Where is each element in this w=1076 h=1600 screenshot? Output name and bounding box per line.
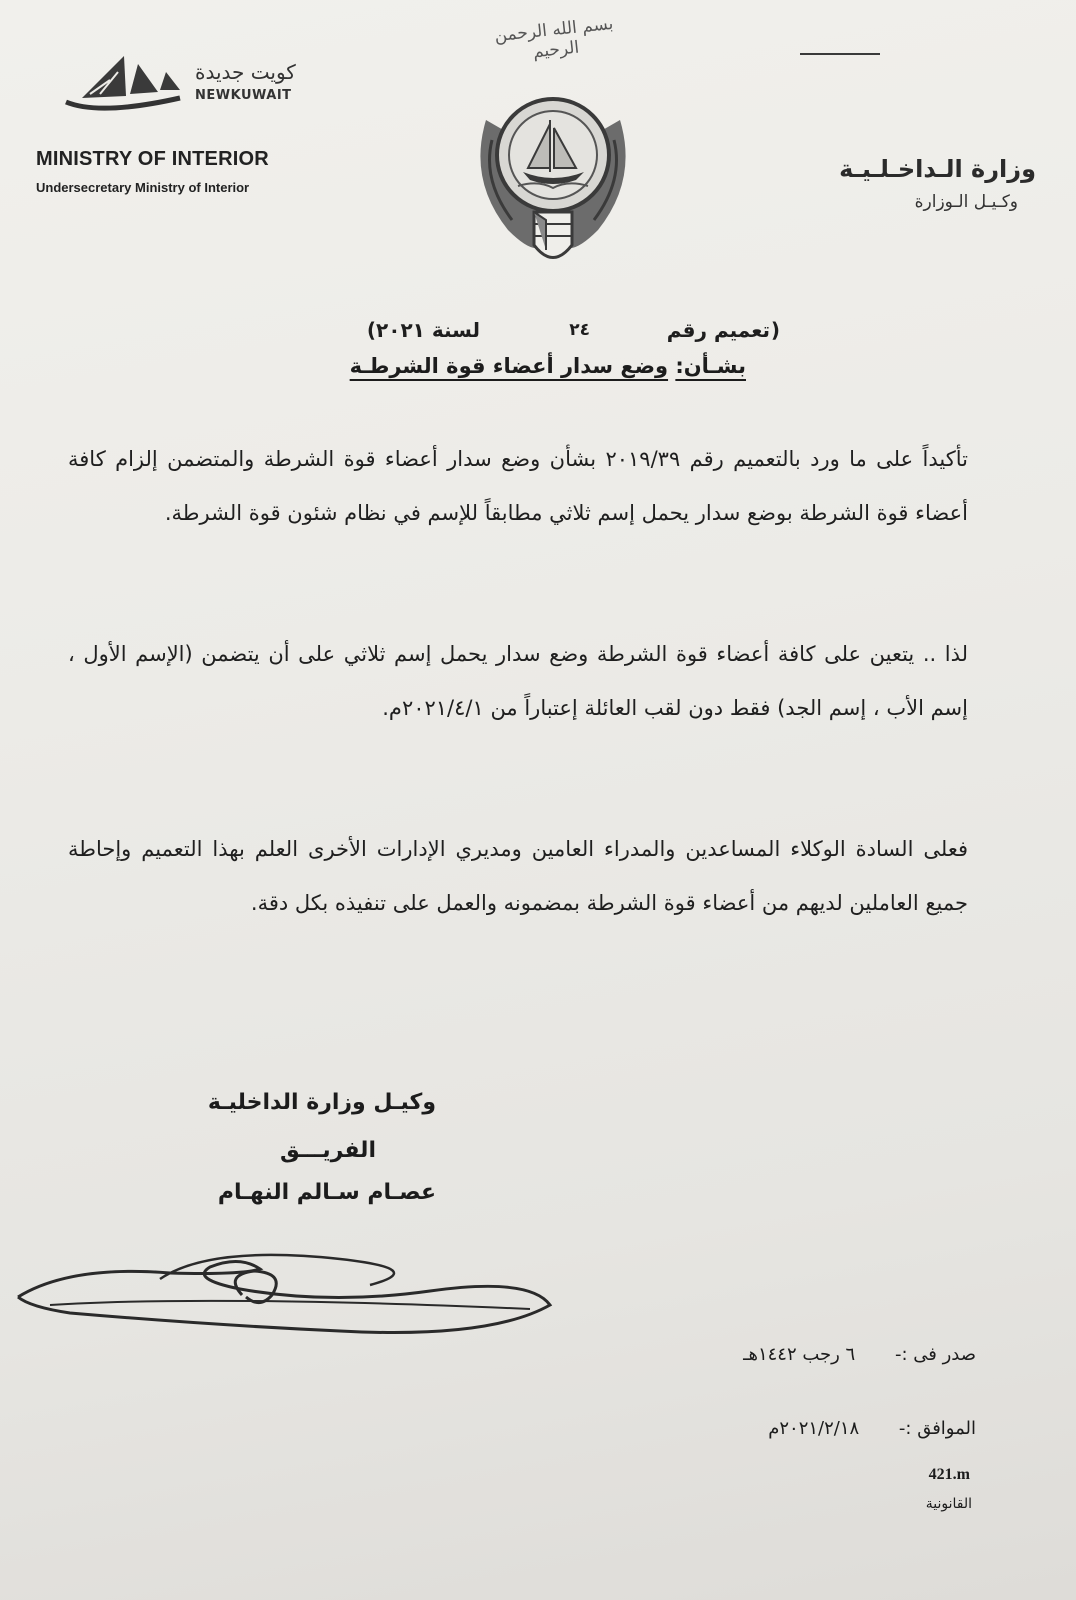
issued-hijri-line (743, 1344, 976, 1365)
circular-year: لسنة ٢٠٢١) (366, 318, 480, 342)
subject-label: بشـأن: (675, 354, 746, 378)
circular-label: تعميم رقم (666, 318, 770, 342)
kuwait-emblem (468, 80, 638, 272)
handwritten-signature (10, 1235, 570, 1345)
circular-number: ٢٤ (569, 320, 590, 340)
undersecretary-arabic: وكـيـل الـوزارة (914, 192, 1018, 212)
undersecretary-english: Undersecretary Ministry of Interior (36, 180, 250, 195)
logo-english-text: NEWKUWAIT (195, 88, 292, 103)
department-name: القانونية (925, 1496, 972, 1512)
body-paragraph-2: لذا .. يتعين على كافة أعضاء قوة الشرطة وضع سدار يحمل إسم ثلاثي على أن يتضمن (الإسم الأول ، إسم الأب ، إسم الجد) فقط دون لقب العائلة إعتباراً من ٢٠٢١/٤/١م. (68, 642, 968, 720)
gregorian-date: ٢٠٢١/٢/١٨م (768, 1418, 860, 1439)
corresponding-label: الموافق :- (898, 1418, 976, 1439)
circular-open-paren: ( (770, 318, 780, 342)
hijri-date: ٦ رجب ١٤٤٢هـ (743, 1344, 856, 1365)
issued-label: صدر فى :- (894, 1344, 976, 1365)
basmala-calligraphy: بسم الله الرحمن الرحيم (493, 13, 615, 63)
newkuwait-logo (60, 50, 192, 120)
logo-arabic-text: كويت جديدة (195, 60, 296, 84)
signatory-rank: الفريـــق (280, 1138, 376, 1163)
subject-text: وضع سدار أعضاء قوة الشرطـة (349, 354, 669, 378)
ministry-name-english: MINISTRY OF INTERIOR (36, 148, 269, 170)
reference-code: 421.m (928, 1466, 970, 1483)
issued-gregorian-line (768, 1418, 976, 1439)
circular-subject (350, 354, 746, 378)
body-paragraph-1: تأكيداً على ما ورد بالتعميم رقم ٢٠١٩/٣٩ بشأن وضع سدار أعضاء قوة الشرطة والمتضمن إلزام كافة أعضاء قوة الشرطة بوضع سدار يحمل إسم ثلاثي مطابقاً للإسم في نظام شئون قوة الشرطة. (68, 447, 968, 525)
signatory-name: عصـام سـالم النهـام (217, 1180, 436, 1205)
circular-number-line (300, 318, 780, 352)
ministry-name-arabic: وزارة الـداخـلـيـة (839, 155, 1036, 183)
body-paragraph-3: فعلى السادة الوكلاء المساعدين والمدراء العامين ومديري الإدارات الأخرى العلم بهذا التعميم وإحاطة جميع العاملين لديهم من أعضاء قوة الشرطة بمضمونه والعمل على تنفيذه بكل دقة. (68, 837, 968, 915)
header-dash-line (800, 53, 880, 55)
signatory-title: وكيـل وزارة الداخليـة (207, 1090, 436, 1115)
